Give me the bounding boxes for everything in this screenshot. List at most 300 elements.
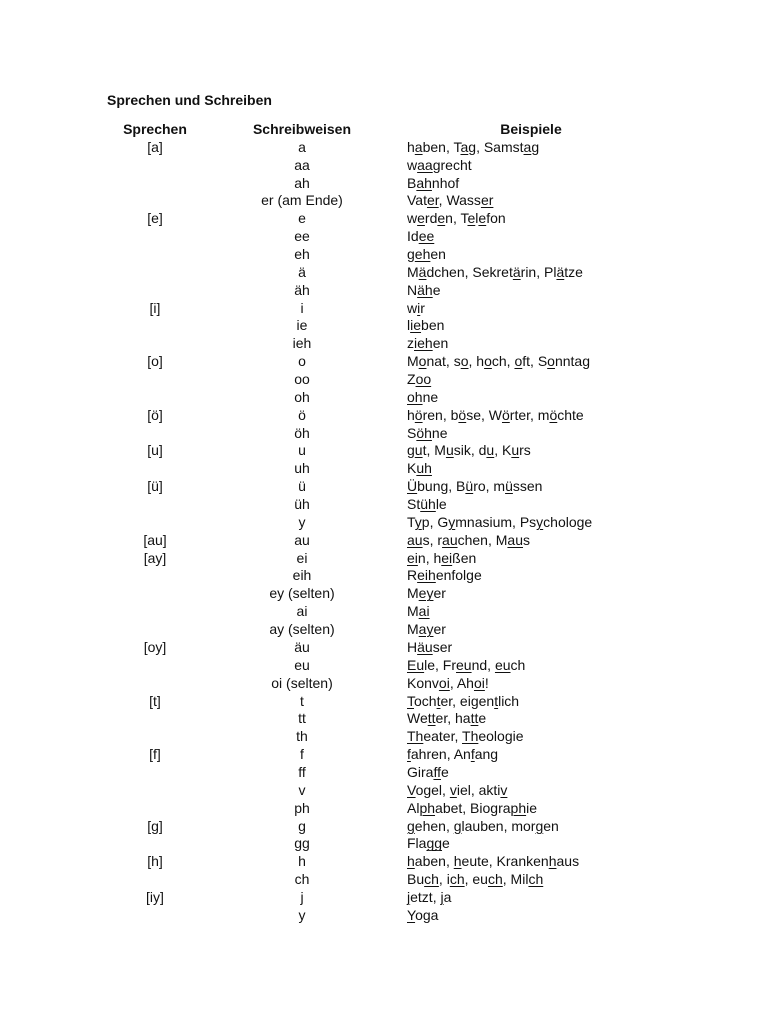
- example-text: s, r: [422, 531, 443, 548]
- underlined-letters: tt: [427, 710, 436, 727]
- example-text: g, Sams: [468, 138, 520, 155]
- spelling-cell: eh: [294, 246, 310, 263]
- underlined-letters: ö: [458, 406, 467, 423]
- examples-cell: [407, 567, 482, 585]
- example-text: Bu: [407, 871, 425, 888]
- header-beispiele: Beispiele: [500, 121, 562, 137]
- underlined-letters: Th: [407, 728, 424, 745]
- spelling-cell: u: [298, 442, 306, 459]
- example-text: aus: [556, 853, 580, 870]
- sound-cell: [u]: [147, 442, 163, 459]
- spelling-cell: oo: [294, 371, 310, 388]
- underlined-letters: f: [407, 746, 411, 763]
- example-text: sik, d: [453, 442, 487, 459]
- example-text: Z: [407, 371, 416, 388]
- example-text: H: [407, 638, 418, 655]
- examples-cell: [407, 175, 459, 193]
- underlined-letters: o: [484, 353, 492, 370]
- spelling-table: [0, 121, 768, 925]
- example-text: , eu: [464, 871, 488, 888]
- examples-cell: [407, 425, 448, 443]
- underlined-letters: ay: [418, 621, 434, 638]
- table-row: [0, 603, 768, 621]
- spelling-cell: i: [300, 299, 304, 316]
- example-text: rter, m: [509, 406, 550, 423]
- header-schreibweisen: Schreibweisen: [252, 121, 352, 137]
- example-text: nat, s: [426, 353, 461, 370]
- examples-cell: [407, 300, 425, 318]
- spelling-cell: h: [298, 853, 306, 870]
- underlined-letters: t: [494, 692, 499, 709]
- sound-cell: [o]: [147, 353, 163, 370]
- table-row: [0, 282, 768, 300]
- example-text: s: [523, 531, 530, 548]
- underlined-letters: ü: [505, 478, 513, 495]
- underlined-letters: Y: [407, 906, 416, 923]
- examples-cell: [407, 639, 452, 657]
- example-text: rs: [519, 442, 531, 459]
- underlined-letters: uh: [416, 460, 432, 477]
- example-text: ben, T: [422, 138, 461, 155]
- table-row: [0, 889, 768, 907]
- table-row: [0, 460, 768, 478]
- examples-cell: [407, 889, 451, 907]
- underlined-letters: öh: [416, 424, 432, 441]
- example-text: le, Fr: [424, 656, 457, 673]
- underlined-letters: v: [500, 781, 508, 798]
- underlined-letters: oi: [438, 674, 450, 691]
- example-text: ft, S: [522, 353, 548, 370]
- example-text: er, ha: [435, 710, 471, 727]
- underlined-letters: e: [467, 210, 476, 227]
- underlined-letters: f: [470, 746, 475, 763]
- spelling-cell: gg: [294, 835, 310, 852]
- underlined-letters: ch: [528, 871, 544, 888]
- example-text: N: [407, 281, 418, 298]
- example-text: ne: [422, 388, 439, 405]
- underlined-letters: eu: [494, 656, 511, 673]
- underlined-letters: üh: [420, 496, 436, 513]
- examples-cell: [407, 764, 449, 782]
- table-row: [0, 818, 768, 836]
- example-text: ne: [431, 424, 448, 441]
- sound-cell: [i]: [149, 299, 161, 316]
- underlined-letters: T: [407, 692, 414, 709]
- spelling-cell: äu: [294, 638, 310, 655]
- sound-cell: [ü]: [147, 478, 163, 495]
- example-text: en: [430, 246, 446, 263]
- spelling-cell: oh: [294, 388, 310, 405]
- underlined-letters: ph: [419, 799, 436, 816]
- examples-cell: [407, 657, 525, 675]
- underlined-letters: ch: [449, 871, 465, 888]
- spelling-cell: er (am Ende): [261, 192, 343, 209]
- underlined-letters: oh: [407, 388, 423, 405]
- example-text: le: [435, 496, 447, 513]
- underlined-letters: aa: [417, 156, 433, 173]
- header-sprechen: Sprechen: [123, 121, 187, 137]
- underlined-letters: eu: [456, 656, 472, 673]
- example-text: , h: [468, 353, 485, 370]
- example-text: fon: [486, 210, 506, 227]
- examples-cell: [407, 407, 584, 425]
- example-text: rin, Pl: [520, 263, 557, 280]
- example-text: St: [407, 496, 421, 513]
- underlined-letters: tt: [470, 710, 479, 727]
- spelling-cell: v: [298, 781, 306, 798]
- spelling-cell: j: [300, 888, 304, 905]
- example-text: t, M: [422, 442, 446, 459]
- table-row: [0, 567, 768, 585]
- example-text: ssen: [512, 478, 543, 495]
- spelling-cell: ü: [298, 478, 306, 495]
- table-row: [0, 782, 768, 800]
- examples-cell: [407, 246, 446, 264]
- examples-cell: [407, 621, 446, 639]
- example-text: ren, b: [422, 406, 459, 423]
- underlined-letters: i: [417, 299, 421, 316]
- page-title: Sprechen und Schreiben: [107, 92, 272, 108]
- sound-cell: [e]: [147, 210, 163, 227]
- example-text: M: [407, 621, 419, 638]
- examples-cell: [407, 460, 432, 478]
- example-text: ang: [474, 746, 499, 763]
- underlined-letters: g: [453, 817, 462, 834]
- examples-cell: [407, 514, 592, 532]
- underlined-letters: ie: [410, 317, 422, 334]
- spelling-cell: ff: [298, 763, 306, 780]
- underlined-letters: y: [448, 513, 456, 530]
- example-text: Konv: [407, 674, 439, 691]
- example-text: en: [543, 817, 559, 834]
- table-row: [0, 407, 768, 425]
- example-text: Gira: [407, 763, 434, 780]
- spelling-cell: tt: [298, 710, 306, 727]
- underlined-letters: oi: [473, 674, 485, 691]
- sound-cell: [au]: [143, 531, 167, 548]
- example-text: g: [407, 246, 415, 263]
- spelling-cell: eih: [292, 567, 312, 584]
- example-text: dchen, Sekret: [426, 263, 513, 280]
- table-row: [0, 192, 768, 210]
- table-row: [0, 675, 768, 693]
- example-text: chologe: [543, 513, 593, 530]
- table-row: [0, 389, 768, 407]
- examples-cell: [407, 782, 507, 800]
- underlined-letters: äh: [417, 281, 433, 298]
- examples-cell: [407, 603, 430, 621]
- example-text: n, h: [417, 549, 442, 566]
- example-text: eater,: [423, 728, 463, 745]
- table-row: [0, 353, 768, 371]
- underlined-letters: y: [536, 513, 544, 530]
- underlined-letters: ü: [465, 478, 474, 495]
- example-text: B: [407, 174, 417, 191]
- underlined-letters: V: [407, 781, 416, 798]
- underlined-letters: ä: [512, 263, 521, 280]
- example-text: ro, m: [473, 478, 506, 495]
- underlined-letters: eh: [414, 246, 431, 263]
- example-text: rd: [424, 210, 438, 227]
- spelling-cell: f: [300, 746, 304, 763]
- table-row: [0, 907, 768, 925]
- table-row: [0, 532, 768, 550]
- example-text: nhof: [431, 174, 460, 191]
- spelling-cell: au: [294, 531, 310, 548]
- underlined-letters: ey: [418, 585, 434, 602]
- table-row: [0, 853, 768, 871]
- spelling-cell: ai: [296, 603, 308, 620]
- spelling-cell: ph: [294, 799, 310, 816]
- spelling-cell: ie: [296, 317, 308, 334]
- examples-cell: [407, 139, 539, 157]
- spelling-cell: th: [296, 728, 308, 745]
- example-text: M: [407, 263, 419, 280]
- example-text: l: [407, 317, 411, 334]
- examples-cell: [407, 478, 542, 496]
- spelling-cell: öh: [294, 424, 310, 441]
- example-text: lich: [498, 692, 520, 709]
- example-text: e: [432, 281, 441, 298]
- table-row: [0, 746, 768, 764]
- underlined-letters: a: [523, 138, 532, 155]
- examples-cell: [407, 728, 524, 746]
- example-text: h: [407, 406, 415, 423]
- table-row: [0, 157, 768, 175]
- examples-cell: [407, 353, 590, 371]
- example-text: ehen,: [414, 817, 454, 834]
- table-row: [0, 264, 768, 282]
- spelling-cell: o: [298, 353, 306, 370]
- underlined-letters: o: [460, 353, 469, 370]
- underlined-letters: v: [449, 781, 457, 798]
- spelling-cell: ä: [298, 263, 306, 280]
- underlined-letters: j: [407, 888, 411, 905]
- underlined-letters: Eu: [407, 656, 425, 673]
- examples-cell: [407, 389, 438, 407]
- example-text: och: [414, 692, 437, 709]
- underlined-letters: t: [436, 692, 441, 709]
- example-text: e: [478, 710, 487, 727]
- examples-cell: [407, 264, 583, 282]
- underlined-letters: ai: [418, 603, 430, 620]
- underlined-letters: ä: [418, 263, 427, 280]
- table-body: [0, 139, 768, 925]
- example-text: M: [407, 585, 419, 602]
- underlined-letters: u: [511, 442, 520, 459]
- example-text: chen, M: [457, 531, 508, 548]
- example-text: nntag: [554, 353, 591, 370]
- examples-cell: [407, 371, 431, 389]
- sound-cell: [h]: [147, 853, 163, 870]
- example-text: K: [407, 460, 417, 477]
- example-text: ser: [432, 638, 453, 655]
- example-text: tze: [564, 263, 583, 280]
- spelling-cell: a: [298, 138, 306, 155]
- table-row: [0, 442, 768, 460]
- spelling-cell: ch: [294, 871, 310, 888]
- example-text: aben,: [414, 853, 454, 870]
- underlined-letters: Ü: [407, 478, 418, 495]
- underlined-letters: a: [460, 138, 469, 155]
- examples-cell: [407, 675, 489, 693]
- examples-cell: [407, 907, 438, 925]
- underlined-letters: au: [407, 531, 423, 548]
- underlined-letters: ph: [510, 799, 527, 816]
- example-text: p, G: [421, 513, 449, 530]
- sound-cell: [ay]: [143, 549, 167, 566]
- example-text: R: [407, 567, 418, 584]
- underlined-letters: o: [547, 353, 555, 370]
- table-row: [0, 139, 768, 157]
- underlined-letters: g: [407, 817, 415, 834]
- example-text: Fla: [407, 835, 427, 852]
- example-text: e: [442, 835, 450, 852]
- examples-cell: [407, 871, 543, 889]
- underlined-letters: ff: [433, 763, 441, 780]
- underlined-letters: er: [426, 192, 439, 209]
- table-header: [0, 121, 768, 139]
- table-row: [0, 710, 768, 728]
- examples-cell: [407, 210, 506, 228]
- table-row: [0, 639, 768, 657]
- table-row: [0, 693, 768, 711]
- examples-cell: [407, 710, 486, 728]
- example-text: ch: [510, 656, 526, 673]
- example-text: se, W: [466, 406, 502, 423]
- underlined-letters: gg: [426, 835, 443, 852]
- example-text: ahren, An: [410, 746, 471, 763]
- underlined-letters: y: [414, 513, 422, 530]
- underlined-letters: ö: [414, 406, 423, 423]
- spelling-cell: ay (selten): [269, 621, 335, 638]
- table-row: [0, 246, 768, 264]
- spelling-cell: ee: [294, 228, 310, 245]
- spelling-cell: y: [298, 906, 306, 923]
- spelling-cell: e: [298, 210, 306, 227]
- table-row: [0, 764, 768, 782]
- underlined-letters: oo: [415, 371, 432, 388]
- example-text: er, eigen: [440, 692, 495, 709]
- table-row: [0, 496, 768, 514]
- underlined-letters: ah: [416, 174, 432, 191]
- example-text: n, T: [445, 210, 468, 227]
- example-text: z: [407, 335, 414, 352]
- spelling-cell: y: [298, 513, 306, 530]
- examples-cell: [407, 442, 531, 460]
- example-text: M: [407, 353, 419, 370]
- example-text: Id: [407, 228, 419, 245]
- example-text: chte: [557, 406, 584, 423]
- table-row: [0, 800, 768, 818]
- underlined-letters: u: [414, 442, 423, 459]
- example-text: w: [407, 156, 418, 173]
- table-row: [0, 335, 768, 353]
- examples-cell: [407, 693, 519, 711]
- examples-cell: [407, 800, 537, 818]
- underlined-letters: u: [486, 442, 495, 459]
- example-text: e: [440, 763, 449, 780]
- examples-cell: [407, 157, 472, 175]
- underlined-letters: u: [445, 442, 454, 459]
- spelling-cell: aa: [294, 156, 310, 173]
- examples-cell: [407, 835, 450, 853]
- table-row: [0, 621, 768, 639]
- spelling-cell: t: [300, 692, 304, 709]
- example-text: a: [443, 888, 452, 905]
- sound-cell: [ö]: [147, 406, 163, 423]
- underlined-letters: ei: [441, 549, 453, 566]
- table-row: [0, 425, 768, 443]
- example-text: ch,: [491, 353, 515, 370]
- example-text: Al: [407, 799, 420, 816]
- spelling-cell: üh: [294, 496, 310, 513]
- example-text: etzt,: [410, 888, 441, 905]
- spelling-cell: oi (selten): [271, 674, 333, 691]
- example-text: eute, Kranken: [461, 853, 549, 870]
- sound-cell: [iy]: [146, 888, 164, 905]
- examples-cell: [407, 317, 444, 335]
- underlined-letters: ö: [501, 406, 510, 423]
- underlined-letters: ö: [549, 406, 558, 423]
- spelling-cell: ei: [296, 549, 308, 566]
- underlined-letters: au: [507, 531, 523, 548]
- example-text: g: [407, 442, 415, 459]
- examples-cell: [407, 746, 498, 764]
- underlined-letters: ei: [407, 549, 418, 566]
- table-row: [0, 550, 768, 568]
- example-text: abet, Biogra: [435, 799, 511, 816]
- example-text: t: [519, 138, 524, 155]
- underlined-letters: ä: [556, 263, 565, 280]
- underlined-letters: ieh: [414, 335, 433, 352]
- example-text: h: [407, 138, 415, 155]
- table-row: [0, 657, 768, 675]
- spelling-cell: ah: [294, 174, 310, 191]
- underlined-letters: äu: [417, 638, 433, 655]
- example-text: S: [407, 424, 417, 441]
- examples-cell: [407, 532, 530, 550]
- example-text: ogel,: [415, 781, 450, 798]
- table-row: [0, 175, 768, 193]
- example-text: M: [407, 603, 419, 620]
- examples-cell: [407, 496, 447, 514]
- spelling-cell: ö: [298, 406, 306, 423]
- example-text: oga: [415, 906, 439, 923]
- underlined-letters: er: [480, 192, 494, 209]
- underlined-letters: j: [440, 888, 444, 905]
- spelling-cell: äh: [294, 281, 310, 298]
- table-row: [0, 300, 768, 318]
- example-text: iel, akti: [456, 781, 501, 798]
- examples-cell: [407, 335, 448, 353]
- example-text: , i: [438, 871, 450, 888]
- examples-cell: [407, 818, 559, 836]
- table-row: [0, 210, 768, 228]
- underlined-letters: a: [414, 138, 423, 155]
- table-row: [0, 317, 768, 335]
- example-text: , Mil: [502, 871, 529, 888]
- examples-cell: [407, 282, 441, 300]
- example-text: w: [407, 210, 418, 227]
- table-row: [0, 228, 768, 246]
- underlined-letters: eih: [417, 567, 436, 584]
- example-text: lauben, mor: [461, 817, 536, 834]
- examples-cell: [407, 550, 476, 568]
- example-text: T: [407, 513, 415, 530]
- example-text: Vat: [407, 192, 427, 209]
- sound-cell: [oy]: [143, 638, 167, 655]
